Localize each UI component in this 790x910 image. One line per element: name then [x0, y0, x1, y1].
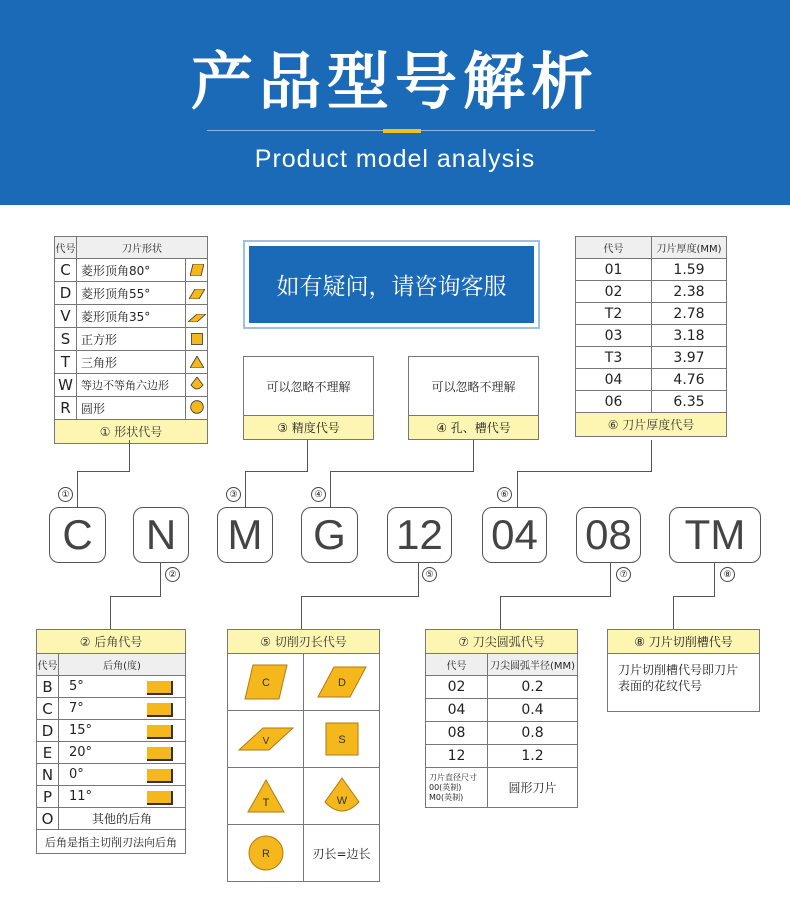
connector	[673, 596, 674, 629]
edge-shape-cell	[304, 654, 380, 711]
edge-shape-t: T	[262, 797, 269, 809]
thickness-value: 3.18	[652, 325, 727, 347]
radius-col-value: 刀尖圆弧半径(MM)	[488, 654, 578, 676]
square-icon	[186, 328, 208, 351]
rhombus-35-icon	[186, 305, 208, 328]
relief-note: 后角是指主切削刃法向后角	[37, 830, 186, 854]
radius-value: 0.4	[488, 699, 578, 722]
shape-desc: 正方形	[77, 328, 186, 351]
marker-4: ④	[311, 487, 326, 502]
shape-code: W	[55, 374, 77, 397]
precision-text: 可以忽略不理解	[266, 379, 351, 394]
thickness-value: 4.76	[652, 369, 727, 391]
connector	[245, 471, 246, 507]
shape-caption: ① 形状代号	[55, 420, 208, 444]
marker-5: ⑤	[422, 567, 437, 582]
contact-banner[interactable]	[243, 240, 540, 329]
relief-blade-icon	[136, 720, 186, 742]
marker-6: ⑥	[497, 487, 512, 502]
thickness-code: 06	[576, 391, 652, 413]
relief-angle: 20°	[59, 742, 136, 764]
precision-box	[243, 356, 374, 440]
relief-code: D	[37, 720, 59, 742]
connector	[673, 596, 715, 597]
radius-table	[425, 629, 578, 808]
edge-shape-d: D	[337, 677, 346, 689]
marker-3: ③	[226, 487, 241, 502]
marker-1: ①	[58, 487, 73, 502]
connector	[610, 563, 611, 597]
shape-desc: 三角形	[77, 351, 186, 374]
hole-text: 可以忽略不理解	[431, 379, 516, 394]
connector	[160, 563, 161, 597]
shape-desc: 菱形顶角55°	[77, 282, 186, 305]
relief-code: O	[37, 808, 59, 830]
connector	[245, 471, 308, 472]
edge-shape-cell	[228, 711, 304, 768]
shape-code: T	[55, 351, 77, 374]
relief-angle: 11°	[59, 786, 136, 808]
radius-code: 08	[426, 722, 488, 745]
edge-note: 刃长=边长	[304, 825, 380, 882]
hole-caption: ④ 孔、槽代号	[409, 415, 538, 439]
page-title: 产品型号解析	[190, 45, 599, 118]
edge-shape-cell	[228, 768, 304, 825]
relief-angle: 15°	[59, 720, 136, 742]
radius-value: 0.2	[488, 676, 578, 699]
edge-shape-r: R	[261, 848, 270, 860]
model-code-12: 12	[387, 507, 452, 563]
shape-desc: 菱形顶角35°	[77, 305, 186, 328]
shape-desc: 等边不等角六边形	[77, 374, 186, 397]
shape-code: S	[55, 328, 77, 351]
relief-blade-icon	[136, 764, 186, 786]
rhombus-55-icon	[186, 282, 208, 305]
shape-col-shape: 刀片形状	[77, 237, 208, 259]
edge-shape-cell	[228, 825, 304, 882]
marker-7: ⑦	[616, 567, 631, 582]
model-code-tm: TM	[669, 507, 761, 563]
thickness-caption: ⑥ 刀片厚度代号	[576, 413, 727, 437]
relief-code: E	[37, 742, 59, 764]
shape-table	[54, 236, 208, 444]
groove-text: 刀片切削槽代号即刀片表面的花纹代号	[618, 663, 739, 693]
connector	[77, 471, 78, 507]
marker-2: ②	[165, 567, 180, 582]
radius-col-code: 代号	[426, 654, 488, 676]
relief-col-angle: 后角(度)	[59, 654, 186, 676]
model-code-08: 08	[576, 507, 641, 563]
edge-shape-s: S	[337, 734, 346, 746]
relief-code: P	[37, 786, 59, 808]
groove-box	[607, 629, 760, 712]
shape-desc: 圆形	[77, 397, 186, 420]
edge-shape-cell	[304, 711, 380, 768]
edge-shape-w: W	[336, 795, 347, 807]
triangle-icon	[186, 351, 208, 374]
relief-caption: ② 后角代号	[37, 630, 186, 654]
thickness-code: 04	[576, 369, 652, 391]
thickness-value: 2.78	[652, 303, 727, 325]
model-letter-m: M	[217, 507, 273, 563]
page-subtitle: Product model analysis	[254, 145, 536, 173]
thickness-code: 03	[576, 325, 652, 347]
thickness-code: 01	[576, 259, 652, 281]
model-code-04: 04	[482, 507, 547, 563]
relief-angle: 其他的后角	[59, 808, 186, 830]
thickness-value: 1.59	[652, 259, 727, 281]
connector	[307, 440, 308, 471]
rhombus-80-icon	[186, 259, 208, 282]
contact-text: 如有疑问，请咨询客服	[249, 246, 534, 323]
relief-angle: 7°	[59, 698, 136, 720]
radius-extra-code: 刀片直径尺寸 00(英制) M0(英制)	[426, 768, 488, 808]
connector	[77, 471, 130, 472]
thickness-col-code: 代号	[576, 237, 652, 259]
connector	[301, 596, 419, 597]
connector	[110, 596, 111, 629]
radius-code: 04	[426, 699, 488, 722]
groove-caption: ⑧ 刀片切削槽代号	[608, 630, 759, 654]
thickness-code: 02	[576, 281, 652, 303]
relief-angle: 0°	[59, 764, 136, 786]
shape-desc: 菱形顶角80°	[77, 259, 186, 282]
connector	[517, 471, 652, 472]
radius-value: 1.2	[488, 745, 578, 768]
relief-blade-icon	[136, 698, 186, 720]
relief-blade-icon	[136, 676, 186, 698]
radius-value: 0.8	[488, 722, 578, 745]
circle-icon	[186, 397, 208, 420]
connector	[301, 596, 302, 629]
shape-col-code: 代号	[55, 237, 77, 259]
title-accent	[383, 129, 421, 133]
thickness-code: T3	[576, 347, 652, 369]
connector	[330, 471, 331, 507]
hole-box	[408, 356, 539, 440]
relief-code: N	[37, 764, 59, 786]
connector	[330, 471, 474, 472]
radius-extra-value: 圆形刀片	[488, 768, 578, 808]
edge-caption: ⑤ 切削刃长代号	[228, 630, 380, 654]
thickness-value: 2.38	[652, 281, 727, 303]
edge-shape-v: V	[262, 736, 269, 747]
relief-col-code: 代号	[37, 654, 59, 676]
relief-blade-icon	[136, 742, 186, 764]
model-letter-n: N	[133, 507, 189, 563]
hexagon-icon	[186, 374, 208, 397]
relief-code: C	[37, 698, 59, 720]
shape-code: V	[55, 305, 77, 328]
precision-caption: ③ 精度代号	[244, 415, 373, 439]
connector	[500, 596, 611, 597]
edge-shape-cell	[228, 654, 304, 711]
edge-shape-c: C	[261, 677, 270, 689]
radius-code: 02	[426, 676, 488, 699]
connector	[418, 563, 419, 597]
edge-table	[227, 629, 380, 882]
relief-code: B	[37, 676, 59, 698]
marker-8: ⑧	[720, 567, 735, 582]
connector	[651, 440, 652, 471]
thickness-table	[575, 236, 727, 437]
thickness-col-value: 刀片厚度(MM)	[652, 237, 727, 259]
relief-blade-icon	[136, 786, 186, 808]
connector	[517, 471, 518, 507]
shape-code: D	[55, 282, 77, 305]
edge-shape-cell	[304, 768, 380, 825]
model-letter-c: C	[49, 507, 106, 563]
model-letter-g: G	[301, 507, 358, 563]
shape-code: R	[55, 397, 77, 420]
header-banner	[0, 0, 790, 205]
relief-angle: 5°	[59, 676, 136, 698]
thickness-value: 3.97	[652, 347, 727, 369]
connector	[714, 563, 715, 597]
thickness-code: T2	[576, 303, 652, 325]
radius-code: 12	[426, 745, 488, 768]
connector	[500, 596, 501, 629]
connector	[473, 440, 474, 471]
thickness-value: 6.35	[652, 391, 727, 413]
relief-table	[36, 629, 186, 854]
connector	[110, 596, 161, 597]
shape-code: C	[55, 259, 77, 282]
connector	[129, 440, 130, 471]
radius-caption: ⑦ 刀尖圆弧代号	[426, 630, 578, 654]
